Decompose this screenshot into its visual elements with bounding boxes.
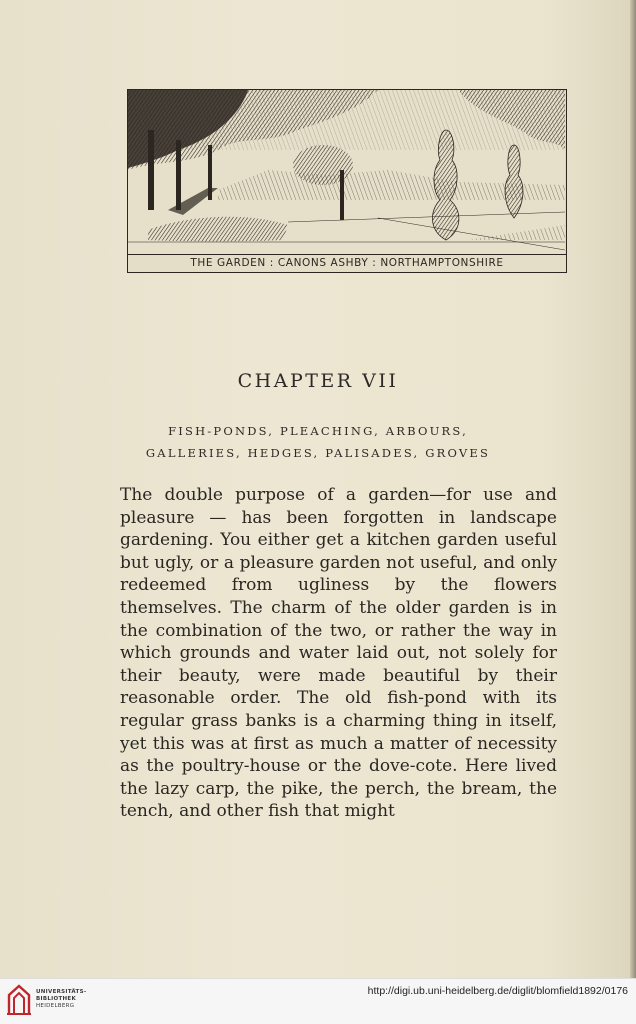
garden-illustration (127, 89, 567, 273)
illustration-caption: THE GARDEN : CANONS ASHBY : NORTHAMPTONSHIRE (128, 254, 566, 272)
library-name-line-3: HEIDELBERG (36, 1003, 75, 1009)
library-name (36, 989, 86, 1010)
library-name-line-2: BIBLIOTHEK (36, 996, 77, 1002)
page-edge (630, 0, 636, 978)
heidelberg-library-logo-icon[interactable] (7, 983, 31, 1017)
library-name-line-1: UNIVERSITÄTS- (36, 989, 87, 995)
chapter-title: CHAPTER VII (237, 370, 399, 392)
chapter-subtitle-line-2: GALLERIES, HEDGES, PALISADES, GROVES (145, 446, 491, 460)
garden-engraving (128, 90, 565, 254)
source-url-link[interactable]: http://digi.ub.uni-heidelberg.de/diglit/blomfield1892/0176 (367, 985, 628, 997)
chapter-subtitle-line-1: FISH-PONDS, PLEACHING, ARBOURS, (168, 424, 468, 438)
body-paragraph: The double purpose of a garden—for use and pleasure — has been forgotten in landscape gardening. You either get a kitchen garden useful but ugly, or a pleasure garden not useful, and only redeemed from ugliness by the flowers themselves. The charm of the older garden is in the combination of the two, or rather the way in which grounds and water laid out, not solely for their beauty, were made beautiful by their reasonable order. The old fish-pond with its regular grass banks is a charming thing in itself, yet this was at first as much a matter of necessity as the poultry-house or the dove-cote. Here lived the lazy carp, the pike, the perch, the bream, the tench, and other fish that might (120, 485, 557, 822)
